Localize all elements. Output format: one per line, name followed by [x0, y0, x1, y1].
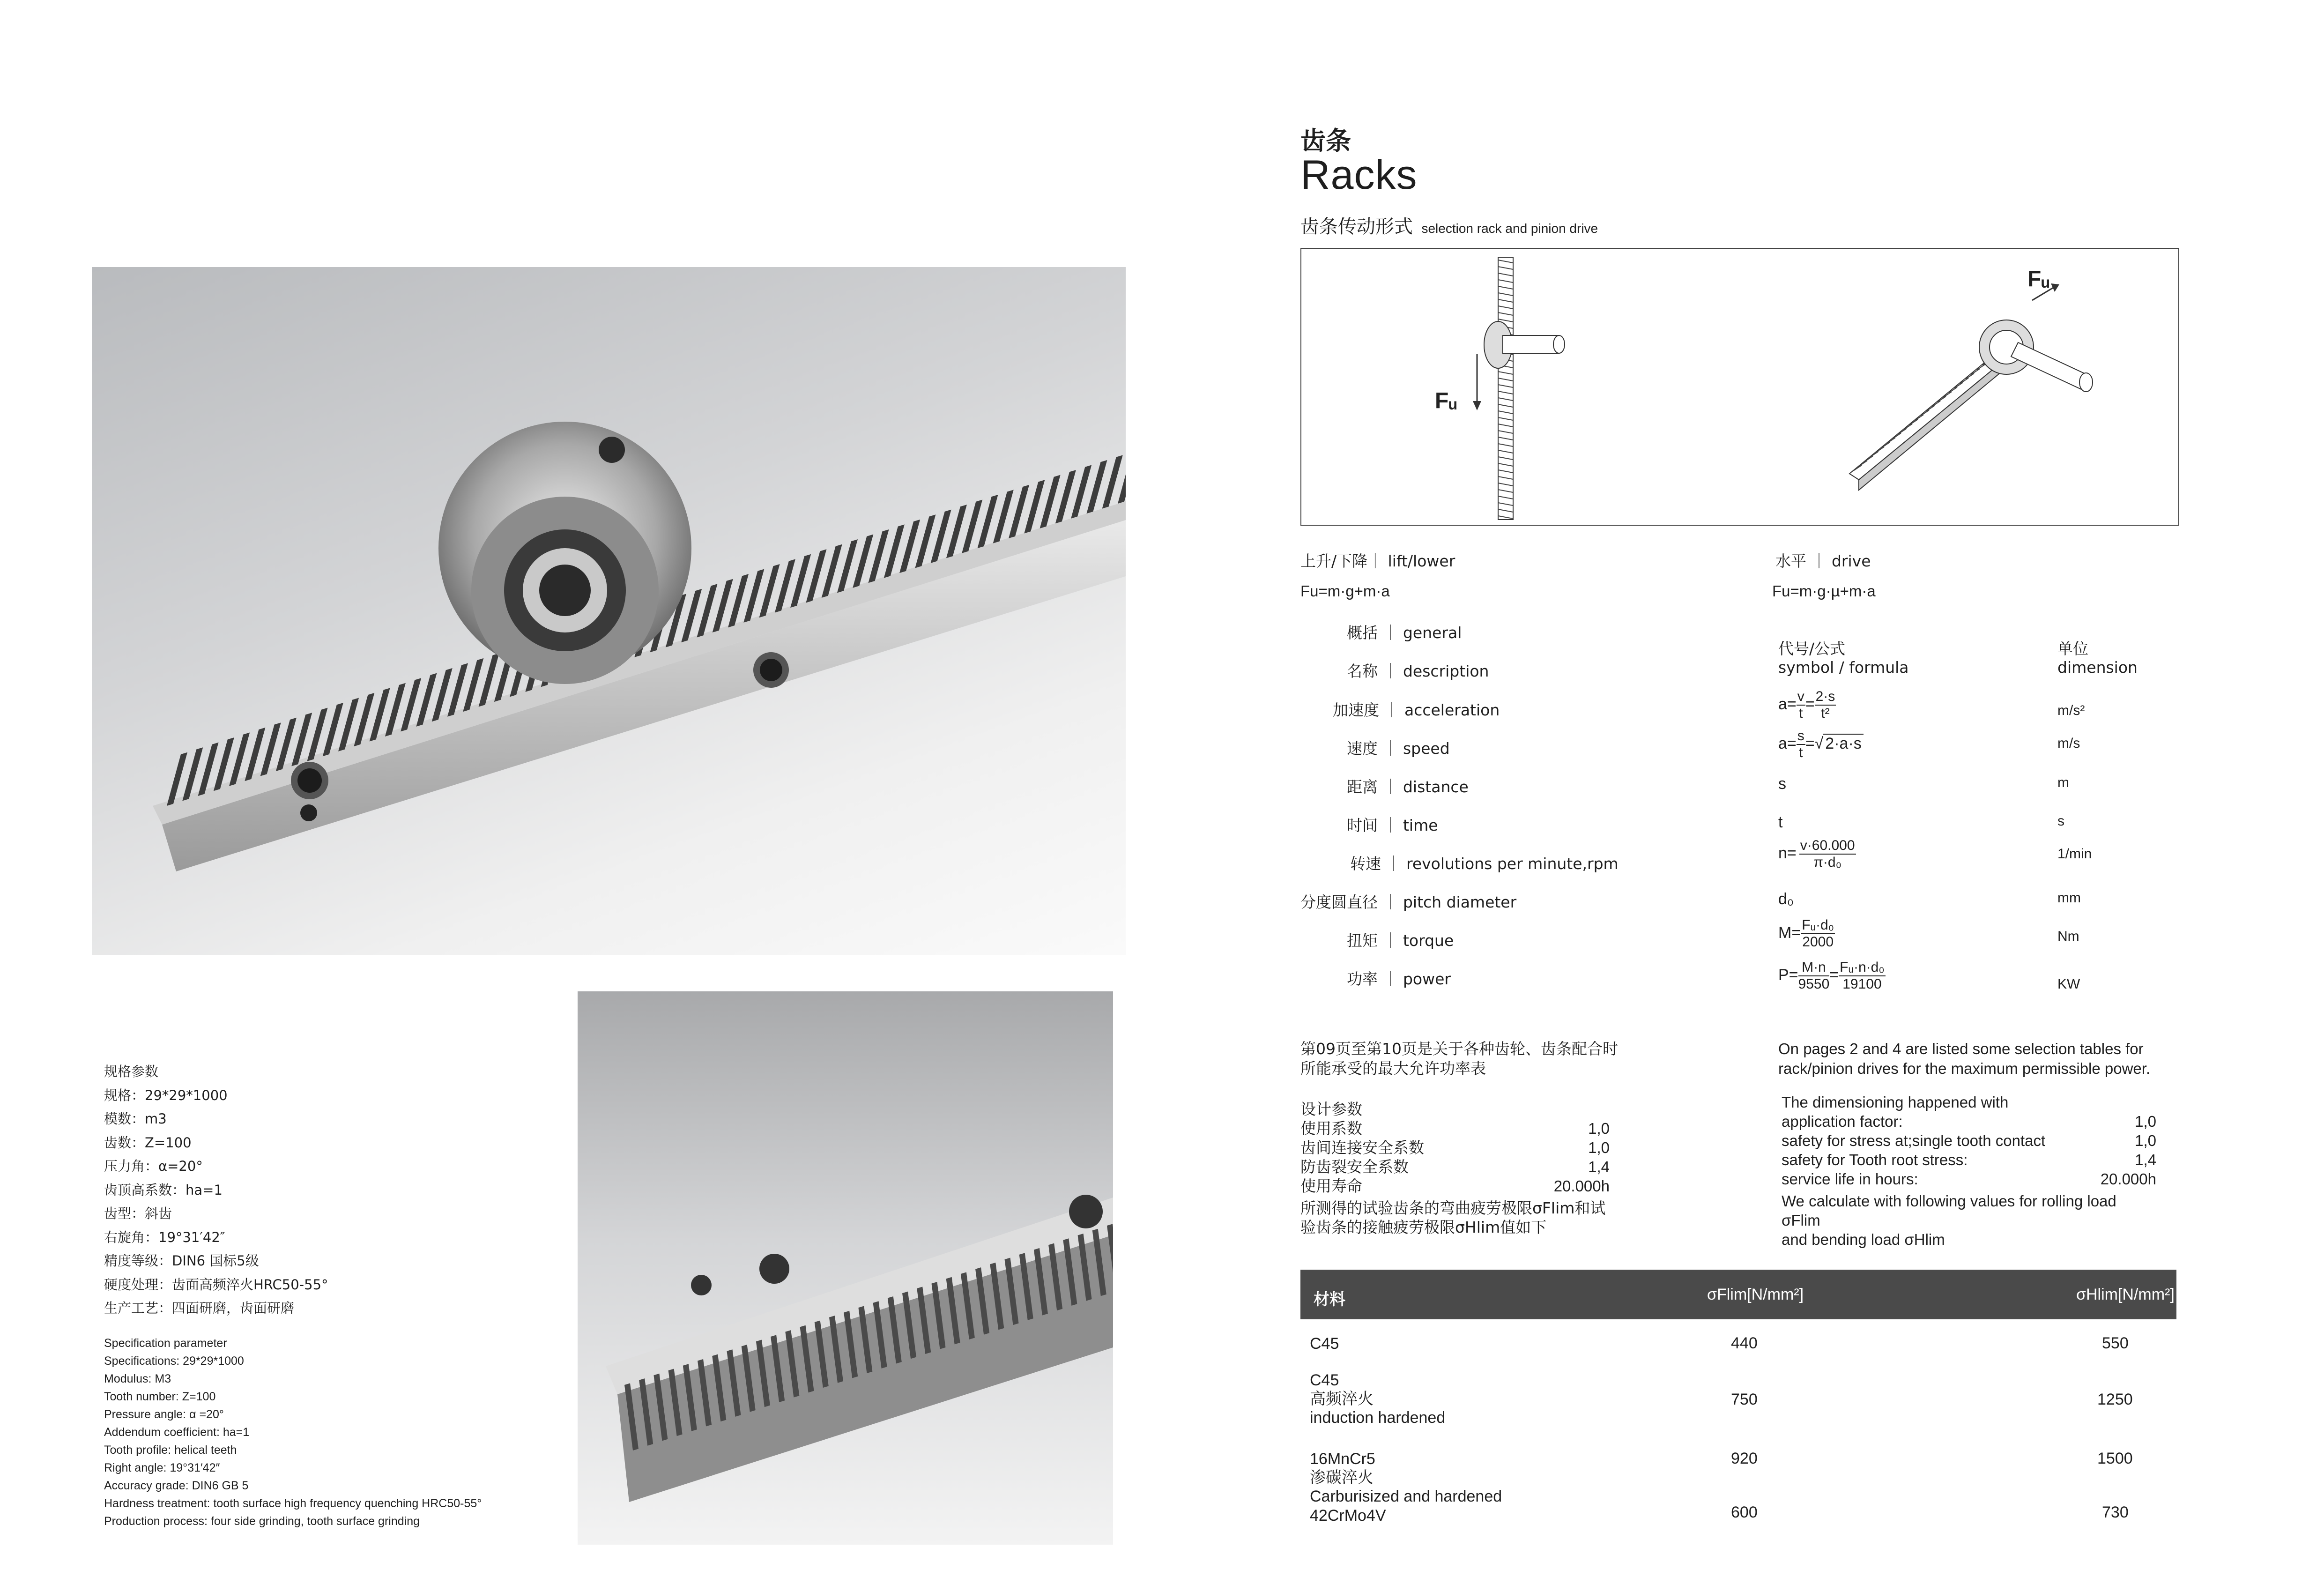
header-sigma-f: σFlim[N/mm²]	[1707, 1286, 1804, 1303]
rack-drive-sketch	[1301, 249, 2178, 525]
param-label-rpm: 转速 ｜ revolutions per minute,rpm	[1350, 855, 1619, 873]
title-cn: 齿条	[1300, 126, 1351, 156]
spec-cn-line: 齿数：Z=100	[104, 1134, 192, 1151]
design-cn-label: 使用系数	[1300, 1119, 1362, 1138]
material-f-value: 750	[1731, 1391, 1758, 1408]
formula-text: a=	[1778, 695, 1797, 713]
design-en-heading: The dimensioning happened with	[1782, 1093, 2009, 1111]
numerator: Fᵤ·d₀	[1801, 918, 1835, 934]
note-cn	[1300, 1039, 1618, 1079]
spec-cn-block	[104, 1060, 526, 1320]
lift-formula: Fu=m·g+m·a	[1300, 582, 1390, 600]
design-en-foot: and bending load σHlim	[1782, 1231, 1945, 1248]
design-en-row	[1782, 1112, 2156, 1131]
note-en	[1778, 1039, 2150, 1079]
design-cn-label: 使用寿命	[1300, 1177, 1362, 1195]
formula-speed: a= $\frac{s}{t}$ =√ 2·a·s	[1778, 729, 1864, 760]
spec-en-line: Specification parameter	[104, 1337, 227, 1350]
material-h-value: 1500	[2097, 1450, 2133, 1467]
material-name: 16MnCr5	[1310, 1450, 1375, 1468]
denominator: t	[1799, 706, 1803, 721]
drive-diagram	[1300, 248, 2179, 526]
param-label-pitch: 分度圆直径 ｜ pitch diameter	[1300, 893, 1517, 911]
material-h-value: 1250	[2097, 1391, 2133, 1408]
unit-header-cn: 单位	[2057, 640, 2088, 658]
formula-text: P=	[1778, 966, 1798, 984]
numerator: v·60.000	[1799, 839, 1856, 855]
design-en-label: safety for stress at;single tooth contact	[1782, 1132, 2046, 1149]
design-cn-row	[1300, 1157, 1610, 1176]
formula-time: t	[1778, 813, 1783, 831]
fraction	[1801, 918, 1835, 949]
spec-cn-heading: 规格参数	[104, 1064, 159, 1079]
subtitle-cn: 齿条传动形式	[1300, 216, 1413, 238]
unit-pitch: mm	[2057, 890, 2081, 906]
symbol-header	[1778, 640, 1909, 677]
unit-header-en: dimension	[2057, 658, 2138, 677]
spec-cn-line: 生产工艺：四面研磨，齿面研磨	[104, 1300, 295, 1316]
design-en-value: 1,4	[2135, 1151, 2156, 1168]
design-cn-label: 防齿裂安全系数	[1300, 1158, 1409, 1176]
numerator: M·n	[1798, 960, 1830, 976]
param-label-speed: 速度 ｜ speed	[1347, 739, 1450, 758]
note-en-line: rack/pinion drives for the maximum permissible power.	[1778, 1060, 2151, 1077]
formula-text: =	[1805, 734, 1815, 752]
formula-rpm	[1778, 839, 1856, 870]
spec-en-line: Hardness treatment: tooth surface high frequency quenching HRC50-55°	[104, 1497, 482, 1510]
spec-en-line: Production process: four side grinding, tooth surface grinding	[104, 1515, 420, 1528]
header-sigma-h: σHlim[N/mm²]	[2076, 1286, 2175, 1303]
material-h-value: 550	[2102, 1334, 2129, 1352]
description-label: 名称 ｜ description	[1347, 662, 1489, 680]
spec-cn-line: 齿顶高系数：ha=1	[104, 1182, 223, 1198]
design-en-value: 1,0	[2135, 1132, 2156, 1149]
material-h-value: 730	[2102, 1503, 2129, 1521]
design-cn-value: 1,4	[1588, 1158, 1610, 1175]
param-label-torque: 扭矩 ｜ torque	[1347, 931, 1454, 950]
material-row	[1310, 1371, 1445, 1427]
rack-closeup-illustration	[578, 991, 1113, 1545]
unit-header	[2057, 640, 2138, 677]
note-cn-line: 第09页至第10页是关于各种齿轮、齿条配合时	[1300, 1040, 1618, 1058]
spec-en-line: Pressure angle: α =20°	[104, 1408, 224, 1421]
design-en-label: safety for Tooth root stress:	[1782, 1151, 1968, 1168]
symbol-header-en: symbol / formula	[1778, 658, 1909, 677]
unit-rpm: 1/min	[2057, 846, 2092, 862]
design-en-row	[1782, 1131, 2156, 1150]
header-material: 材料	[1314, 1290, 1345, 1309]
title-en: Racks	[1300, 151, 1418, 198]
formula-pitch: d₀	[1778, 890, 1794, 908]
material-f-value: 920	[1731, 1450, 1758, 1467]
material-name: 42CrMo4V	[1310, 1507, 1386, 1525]
formula-acceleration	[1778, 690, 1836, 721]
rack-closeup-photo	[578, 991, 1113, 1545]
spec-en-line: Tooth profile: helical teeth	[104, 1443, 237, 1457]
design-cn-heading: 设计参数	[1300, 1100, 1362, 1118]
design-cn-value: 1,0	[1588, 1120, 1610, 1137]
spec-en-line: Accuracy grade: DIN6 GB 5	[104, 1479, 249, 1492]
material-name: 高频淬火	[1310, 1390, 1374, 1408]
param-label-distance: 距离 ｜ distance	[1347, 778, 1469, 796]
spec-cn-line: 模数：m3	[104, 1111, 167, 1127]
rack-pinion-illustration	[92, 267, 1126, 955]
material-f-value: 600	[1731, 1503, 1758, 1521]
material-name: Carburisized and hardened	[1310, 1488, 1502, 1505]
design-en	[1782, 1093, 2156, 1249]
param-label-time: 时间 ｜ time	[1347, 816, 1438, 834]
fraction	[1799, 839, 1856, 870]
design-cn-label: 齿间连接安全系数	[1300, 1138, 1424, 1157]
subtitle-en: selection rack and pinion drive	[1421, 221, 1598, 236]
denominator: 9550	[1798, 976, 1830, 992]
numerator: Fᵤ·n·d₀	[1839, 960, 1886, 976]
symbol-header-cn: 代号/公式	[1778, 640, 1846, 658]
numerator: 2·s	[1815, 690, 1836, 706]
design-cn-row	[1300, 1138, 1610, 1157]
spec-cn-line: 齿型：斜齿	[104, 1205, 172, 1221]
fraction	[1839, 960, 1886, 991]
unit-torque: Nm	[2057, 929, 2079, 944]
material-name: C45	[1310, 1371, 1339, 1389]
design-cn-value: 1,0	[1588, 1139, 1610, 1156]
note-en-line: On pages 2 and 4 are listed some selection tables for	[1778, 1040, 2144, 1057]
param-label-power: 功率 ｜ power	[1347, 970, 1451, 988]
fraction	[1797, 729, 1805, 760]
denominator: 2000	[1802, 934, 1834, 950]
design-en-value: 20.000h	[2100, 1170, 2156, 1188]
formula-power	[1778, 960, 1886, 991]
formula-distance: s	[1778, 775, 1786, 793]
numerator: s	[1797, 729, 1805, 745]
note-cn-line: 所能承受的最大允许功率表	[1300, 1059, 1486, 1078]
spec-en-line: Right angle: 19°31′42″	[104, 1461, 220, 1474]
subtitle	[1300, 212, 1598, 238]
spec-cn-line: 规格：29*29*1000	[104, 1087, 228, 1103]
design-cn-row	[1300, 1119, 1610, 1138]
drive-label: 水平 ｜ drive	[1775, 552, 1871, 570]
drive-formula: Fu=m·g·µ+m·a	[1772, 582, 1876, 600]
denominator: 19100	[1842, 976, 1882, 992]
formula-text: =	[1805, 695, 1815, 713]
material-f-value: 440	[1731, 1334, 1758, 1352]
spec-cn-line: 硬度处理：齿面高频淬火HRC50-55°	[104, 1276, 328, 1293]
material-name: induction hardened	[1310, 1409, 1446, 1427]
design-cn-row	[1300, 1176, 1610, 1196]
design-en-row	[1782, 1169, 2156, 1189]
numerator: v	[1797, 690, 1805, 706]
unit-distance: m	[2057, 775, 2069, 790]
design-cn-foot: 所测得的试验齿条的弯曲疲劳极限σFlim和试	[1300, 1199, 1606, 1217]
param-label-acceleration: 加速度 ｜ acceleration	[1333, 701, 1500, 719]
spec-en-line: Tooth number: Z=100	[104, 1390, 216, 1403]
denominator: t²	[1821, 706, 1830, 721]
formula-text: M=	[1778, 923, 1801, 942]
unit-power: KW	[2057, 976, 2080, 992]
material-name: 渗碳淬火	[1310, 1468, 1374, 1487]
material-row	[1310, 1334, 1339, 1353]
design-cn	[1300, 1100, 1610, 1237]
denominator: π·d₀	[1813, 855, 1842, 870]
unit-time: s	[2057, 813, 2064, 829]
material-row	[1310, 1450, 1502, 1506]
design-cn-value: 20.000h	[1553, 1177, 1610, 1195]
fraction	[1815, 690, 1836, 721]
design-cn-foot: 验齿条的接触疲劳极限σHlim值如下	[1300, 1218, 1547, 1236]
spec-en-line: Specifications: 29*29*1000	[104, 1354, 244, 1368]
formula-torque	[1778, 918, 1835, 949]
design-en-foot: We calculate with following values for rolling load σFlim	[1782, 1192, 2116, 1229]
unit-speed: m/s	[2057, 736, 2080, 751]
sqrt-term: 2·a·s	[1823, 734, 1863, 752]
material-row	[1310, 1507, 1386, 1525]
spec-cn-line: 精度等级：DIN6 国标5级	[104, 1253, 259, 1269]
spec-cn-line: 压力角：α=20°	[104, 1158, 203, 1174]
spec-cn-line: 右旋角：19°31′42″	[104, 1229, 225, 1245]
spec-en-line: Modulus: M3	[104, 1372, 171, 1385]
force-label-right: Fᵤ	[2027, 267, 2049, 291]
design-en-label: application factor:	[1782, 1113, 1903, 1130]
lift-label: 上升/下降｜ lift/lower	[1300, 552, 1455, 570]
spec-en-block	[104, 1334, 572, 1530]
design-en-row	[1782, 1150, 2156, 1169]
design-en-value: 1,0	[2135, 1113, 2156, 1130]
materials-table-header	[1300, 1270, 2176, 1319]
spec-en-line: Addendum coefficient: ha=1	[104, 1426, 250, 1439]
unit-acceleration: m/s²	[2057, 703, 2085, 718]
design-en-label: service life in hours:	[1782, 1170, 1918, 1188]
denominator: t	[1799, 745, 1803, 760]
material-name: C45	[1310, 1335, 1339, 1353]
fraction	[1797, 690, 1805, 721]
general-label: 概括 ｜ general	[1347, 624, 1462, 642]
rack-and-pinion-photo	[92, 267, 1126, 955]
force-label-left: Fᵤ	[1435, 388, 1457, 413]
formula-text: n=	[1778, 844, 1797, 862]
fraction	[1798, 960, 1830, 991]
formula-text: a=	[1778, 734, 1797, 752]
formula-text: =	[1829, 966, 1839, 984]
